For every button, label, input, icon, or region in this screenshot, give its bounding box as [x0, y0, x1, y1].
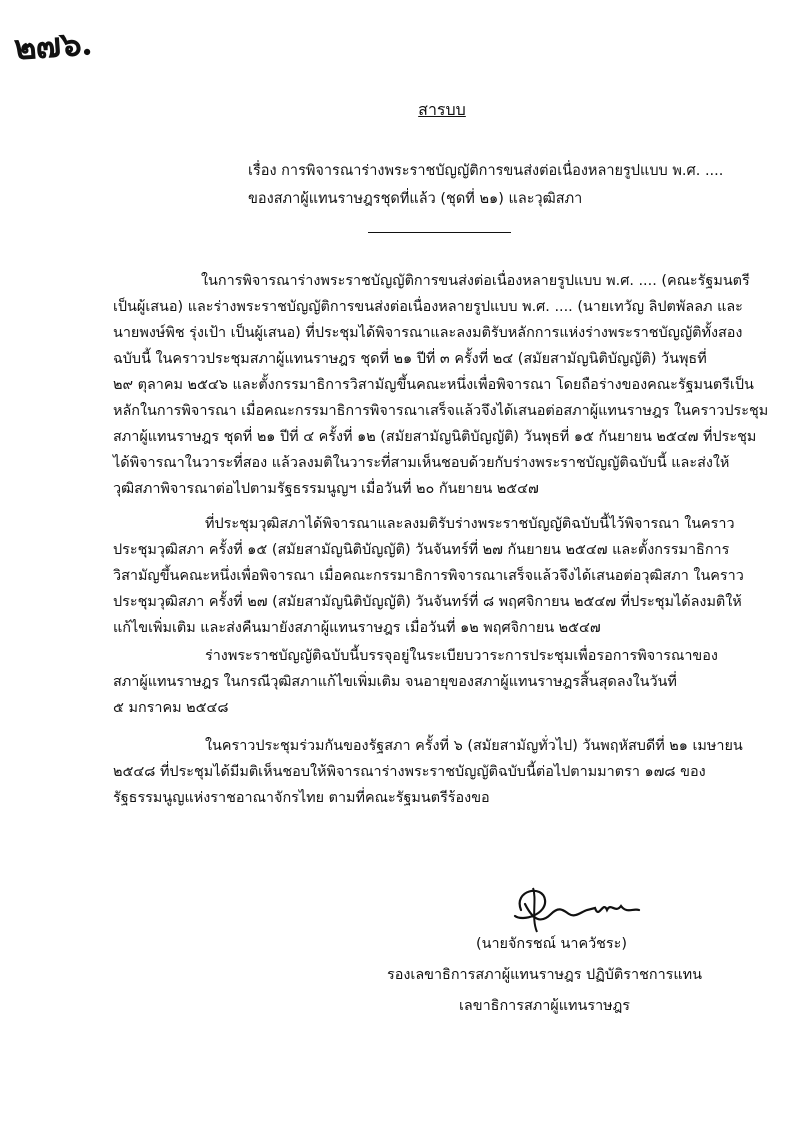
paragraph-line: หลักในการพิจารณา เมื่อคณะกรรมาธิการพิจารณาเสร็จแล้วจึงได้เสนอต่อสภาผู้แทนราษฎร ในคราวประชุม — [113, 403, 769, 419]
paragraph-3 — [113, 643, 777, 721]
paragraph-line: วุฒิสภาพิจารณาต่อไปตามรัฐธรรมนูญฯ เมื่อวันที่ ๒๐ กันยายน ๒๕๔๗ — [113, 481, 539, 497]
paragraph-4 — [113, 733, 777, 811]
paragraph-line: ร่างพระราชบัญญัติฉบับนี้บรรจุอยู่ในระเบียบวาระการประชุมเพื่อรอการพิจารณาของ — [205, 648, 718, 664]
paragraph-line: สภาผู้แทนราษฎร ในกรณีวุฒิสภาแก้ไขเพิ่มเติม จนอายุของสภาผู้แทนราษฎรสิ้นสุดลงในวันที่ — [113, 674, 677, 690]
paragraph-line: ได้พิจารณาในวาระที่สอง แล้วลงมติในวาระที่สามเห็นชอบด้วยกับร่างพระราชบัญญัติฉบับนี้ และส่งให้ — [113, 455, 730, 471]
signatory-position: รองเลขาธิการสภาผู้แทนราษฎร ปฏิบัติราชการแทน — [387, 967, 702, 983]
paragraph-line: รัฐธรรมนูญแห่งราชอาณาจักรไทย ตามที่คณะรัฐมนตรีร้องขอ — [113, 790, 490, 806]
signatory-name: (นายจักรชณ์ นาควัชระ) — [476, 936, 627, 952]
paragraph-line: ในคราวประชุมร่วมกันของรัฐสภา ครั้งที่ ๖ (สมัยสามัญทั่วไป) วันพฤหัสบดีที่ ๒๑ เมษายน — [205, 738, 743, 754]
paragraph-line: ฉบับนี้ ในคราวประชุมสภาผู้แทนราษฎร ชุดที่ ๒๑ ปีที่ ๓ ครั้งที่ ๒๔ (สมัยสามัญนิติบัญญัติ) วันพุธที่ — [113, 351, 707, 367]
signature-icon — [503, 880, 643, 940]
paragraph-line: สภาผู้แทนราษฎร ชุดที่ ๒๑ ปีที่ ๔ ครั้งที่ ๑๒ (สมัยสามัญนิติบัญญัติ) วันพุธที่ ๑๕ กันยายน ๒๕๔๗ ที่ประชุม — [113, 429, 757, 445]
handwritten-page-number: ๒๗๖. — [12, 23, 93, 69]
paragraph-line: ประชุมวุฒิสภา ครั้งที่ ๑๕ (สมัยสามัญนิติบัญญัติ) วันจันทร์ที่ ๒๗ กันยายน ๒๕๔๗ และตั้งกรรมาธิการ — [113, 542, 730, 558]
divider-line — [368, 232, 511, 233]
paragraph-2 — [113, 511, 777, 641]
signatory-office: เลขาธิการสภาผู้แทนราษฎร — [459, 998, 631, 1014]
paragraph-line: ๒๕๔๘ ที่ประชุมได้มีมติเห็นชอบให้พิจารณาร่างพระราชบัญญัติฉบับนี้ต่อไปตามมาตรา ๑๗๘ ของ — [113, 764, 706, 780]
paragraph-line: เป็นผู้เสนอ) และร่างพระราชบัญญัติการขนส่งต่อเนื่องหลายรูปแบบ พ.ศ. .... (นายเทวัญ ลิปตพัลลภ และ — [113, 299, 743, 315]
subject-block — [248, 157, 723, 213]
paragraph-line: ประชุมวุฒิสภา ครั้งที่ ๒๗ (สมัยสามัญนิติบัญญัติ) วันจันทร์ที่ ๘ พฤศจิกายน ๒๕๔๗ ที่ประชุมได้ลงมติให้ — [113, 594, 742, 610]
document-title: สารบบ — [418, 100, 466, 119]
paragraph-line: ที่ประชุมวุฒิสภาได้พิจารณาและลงมติรับร่างพระราชบัญญัติฉบับนี้ไว้พิจารณา ในคราว — [205, 516, 735, 532]
paragraph-line: ๕ มกราคม ๒๕๔๘ — [113, 700, 229, 716]
paragraph-line: วิสามัญขึ้นคณะหนึ่งเพื่อพิจารณา เมื่อคณะกรรมาธิการพิจารณาเสร็จแล้วจึงได้เสนอต่อวุฒิสภา ในคราว — [113, 568, 744, 584]
paragraph-1 — [113, 268, 777, 502]
paragraph-line: ในการพิจารณาร่างพระราชบัญญัติการขนส่งต่อเนื่องหลายรูปแบบ พ.ศ. .... (คณะรัฐมนตรี — [201, 273, 750, 289]
subject-line-1: เรื่อง การพิจารณาร่างพระราชบัญญัติการขนส่งต่อเนื่องหลายรูปแบบ พ.ศ. .... — [248, 163, 724, 179]
paragraph-line: ๒๙ ตุลาคม ๒๕๔๖ และตั้งกรรมาธิการวิสามัญขึ้นคณะหนึ่งเพื่อพิจารณา โดยถือร่างของคณะรัฐมนตรีเป็น — [113, 377, 754, 393]
subject-line-2: ของสภาผู้แทนราษฎรชุดที่แล้ว (ชุดที่ ๒๑) และวุฒิสภา — [248, 191, 583, 207]
document-body — [113, 268, 777, 811]
paragraph-line: แก้ไขเพิ่มเติม และส่งคืนมายังสภาผู้แทนราษฎร เมื่อวันที่ ๑๒ พฤศจิกายน ๒๕๔๗ — [113, 620, 601, 636]
paragraph-line: นายพงษ์พิช รุ่งเป้า เป็นผู้เสนอ) ที่ประชุมได้พิจารณาและลงมติรับหลักการแห่งร่างพระราชบัญญัติทั้งสอง — [113, 325, 743, 341]
